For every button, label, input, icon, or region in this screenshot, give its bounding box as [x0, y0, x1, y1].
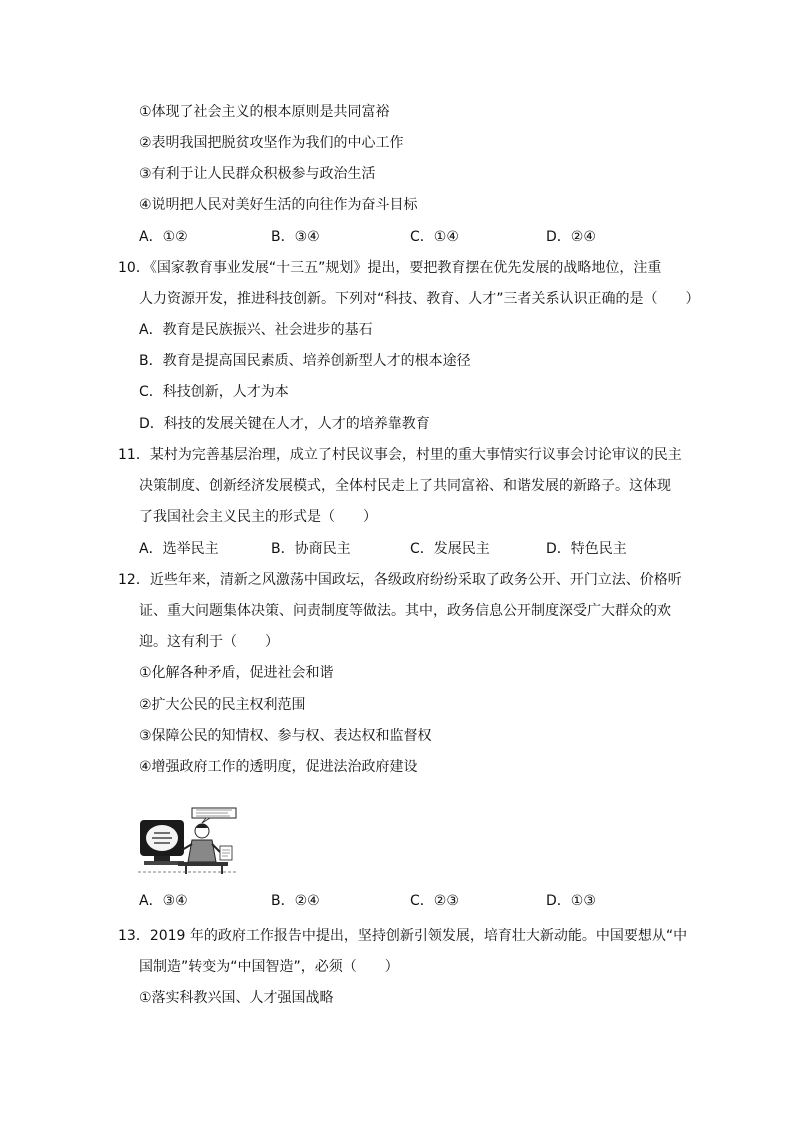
q10-option-a[interactable]: A．教育是民族振兴、社会进步的基石 [139, 322, 373, 338]
q12-stem-line-1: 12．近些年来，清新之风激荡中国政坛，各级政府纷纷采取了政务公开、开门立法、价格听 [118, 572, 682, 588]
q12-item-3: ③保障公民的知情权、参与权、表达权和监督权 [139, 728, 432, 744]
q10-option-b[interactable]: B．教育是提高国民素质、培养创新型人才的根本途径 [139, 353, 471, 369]
q12-option-b[interactable]: B．②④ [271, 893, 320, 909]
q12-item-1: ①化解各种矛盾，促进社会和谐 [139, 665, 334, 681]
q9-item-1: ①体现了社会主义的根本原则是共同富裕 [139, 104, 390, 120]
q13-stem-line-2: 国制造”转变为“中国智造”，必须（ ） [139, 959, 399, 975]
q12-option-d[interactable]: D．①③ [546, 893, 596, 909]
q13-item-1: ①落实科教兴国、人才强国战略 [139, 990, 334, 1006]
q13-stem-line-1: 13．2019 年的政府工作报告中提出，坚持创新引领发展，培育壮大新动能。中国要想从“中 [118, 928, 688, 944]
q9-item-4: ④说明把人民对美好生活的向往作为奋斗目标 [139, 197, 418, 213]
q12-stem-line-3: 迎。这有利于（ ） [139, 634, 279, 650]
q9-option-a[interactable]: A．①② [139, 229, 188, 245]
q11-stem-line-3: 了我国社会主义民主的形式是（ ） [139, 509, 377, 525]
q12-item-2: ②扩大公民的民主权利范围 [139, 697, 306, 713]
q10-stem-line-2: 人力资源开发，推进科技创新。下列对“科技、教育、人才”三者关系认识正确的是（ ） [139, 291, 700, 307]
q11-stem-line-1: 11．某村为完善基层治理，成立了村民议事会，村里的重大事情实行议事会讨论审议的民主 [118, 447, 682, 463]
q10-option-c[interactable]: C．科技创新，人才为本 [139, 384, 289, 400]
q12-option-a[interactable]: A．③④ [139, 893, 188, 909]
q10-stem-line-1: 10．《国家教育事业发展“十三五”规划》提出，要把教育摆在优先发展的战略地位，注重 [118, 260, 662, 276]
q9-item-2: ②表明我国把脱贫攻坚作为我们的中心工作 [139, 135, 404, 151]
q11-stem-line-2: 决策制度、创新经济发展模式，全体村民走上了共同富裕、和谐发展的新路子。这体现 [139, 478, 671, 494]
q11-option-d[interactable]: D．特色民主 [546, 541, 627, 557]
q11-option-c[interactable]: C．发展民主 [410, 541, 490, 557]
q12-stem-line-2: 证、重大问题集体决策、问责制度等做法。其中，政务信息公开制度深受广大群众的欢 [139, 603, 671, 619]
q10-option-d[interactable]: D．科技的发展关键在人才，人才的培养靠教育 [139, 416, 430, 432]
q11-option-a[interactable]: A．选举民主 [139, 541, 219, 557]
q9-item-3: ③有利于让人民群众积极参与政治生活 [139, 166, 376, 182]
cartoon-illustration [136, 806, 238, 876]
q12-item-4: ④增强政府工作的透明度，促进法治政府建设 [139, 759, 418, 775]
q11-option-b[interactable]: B．协商民主 [271, 541, 351, 557]
q12-option-c[interactable]: C．②③ [410, 893, 459, 909]
q9-option-b[interactable]: B．③④ [271, 229, 320, 245]
q9-option-c[interactable]: C．①④ [410, 229, 459, 245]
q9-option-d[interactable]: D．②④ [546, 229, 596, 245]
